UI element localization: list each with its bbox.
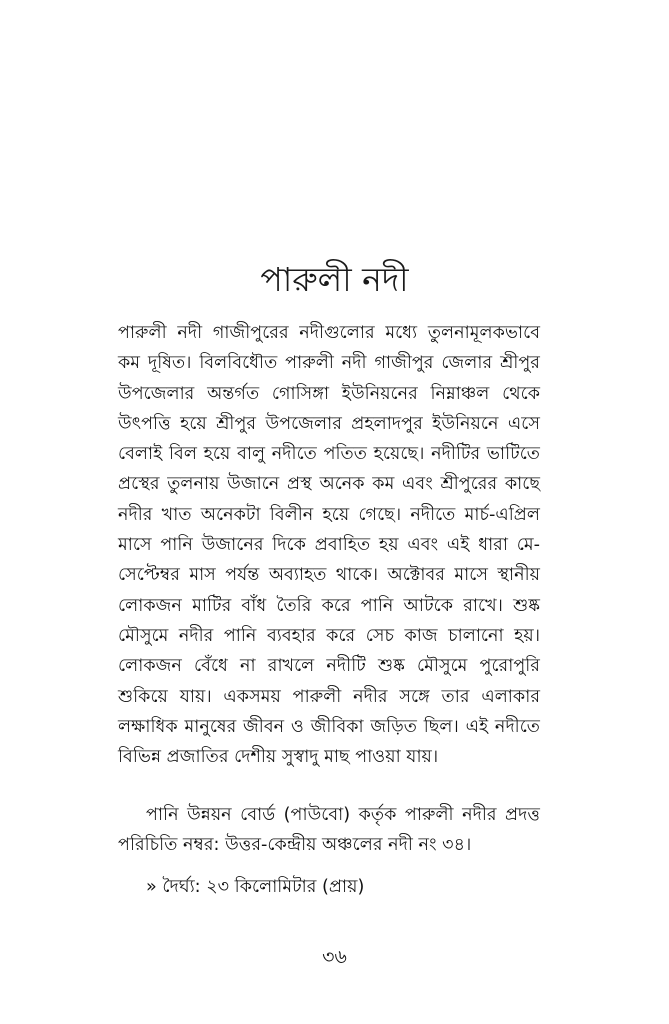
body-paragraph-2: পানি উন্নয়ন বোর্ড (পাউবো) কর্তৃক পারুলী নদীর প্রদত্ত পরিচিতি নম্বর: উত্তর-কেন্দ্রীয় অঞ্চলের নদী নং ৩৪।: [118, 805, 540, 856]
page-title: পারুলী নদী: [260, 260, 409, 299]
body-paragraph-1: পারুলী নদী গাজীপুরের নদীগুলোর মধ্যে তুলনামূলকভাবে কম দূষিত। বিলবিধৌত পারুলী নদী গাজীপুর জেলার শ্রীপুর উপজেলার অন্তর্গত গোসিঙ্গা ইউনিয়নের নিম্নাঞ্চল থেকে উৎপত্তি হয়ে শ্রীপুর উপজেলার প্রহলাদপুর ইউনিয়নে এসে বেলাই বিল হয়ে বালু নদীতে পতিত হয়েছে। নদীটির ভাটিতে প্রস্থের তুলনায় উজানে প্রস্থ অনেক কম এবং শ্রীপুরের কাছে নদীর খাত অনেকটা বিলীন হয়ে গেছে। নদীতে মার্চ-এপ্রিল মাসে পানি উজানের দিকে প্রবাহিত হয় এবং এই ধারা মে-সেপ্টেম্বর মাস পর্যন্ত অব্যাহত থাকে। অক্টোবর মাসে স্থানীয় লোকজন মাটির বাঁধ তৈরি করে পানি আটকে রাখে। শুষ্ক মৌসুমে নদীর পানি ব্যবহার করে সেচ কাজ চালানো হয়। লোকজন বেঁধে না রাখলে নদীটি শুষ্ক মৌসুমে পুরোপুরি শুকিয়ে যায়। একসময় পারুলী নদীর সঙ্গে তার এলাকার লক্ষাধিক মানুষের জীবন ও জীবিকা জড়িত ছিল। এই নদীতে বিভিন্ন প্রজাতির দেশীয় সুস্বাদু মাছ পাওয়া যায়।: [118, 323, 540, 768]
length-info: » দৈর্ঘ্য: ২৩ কিলোমিটার (প্রায়): [146, 877, 365, 897]
page-number: ৩৬: [322, 946, 347, 968]
